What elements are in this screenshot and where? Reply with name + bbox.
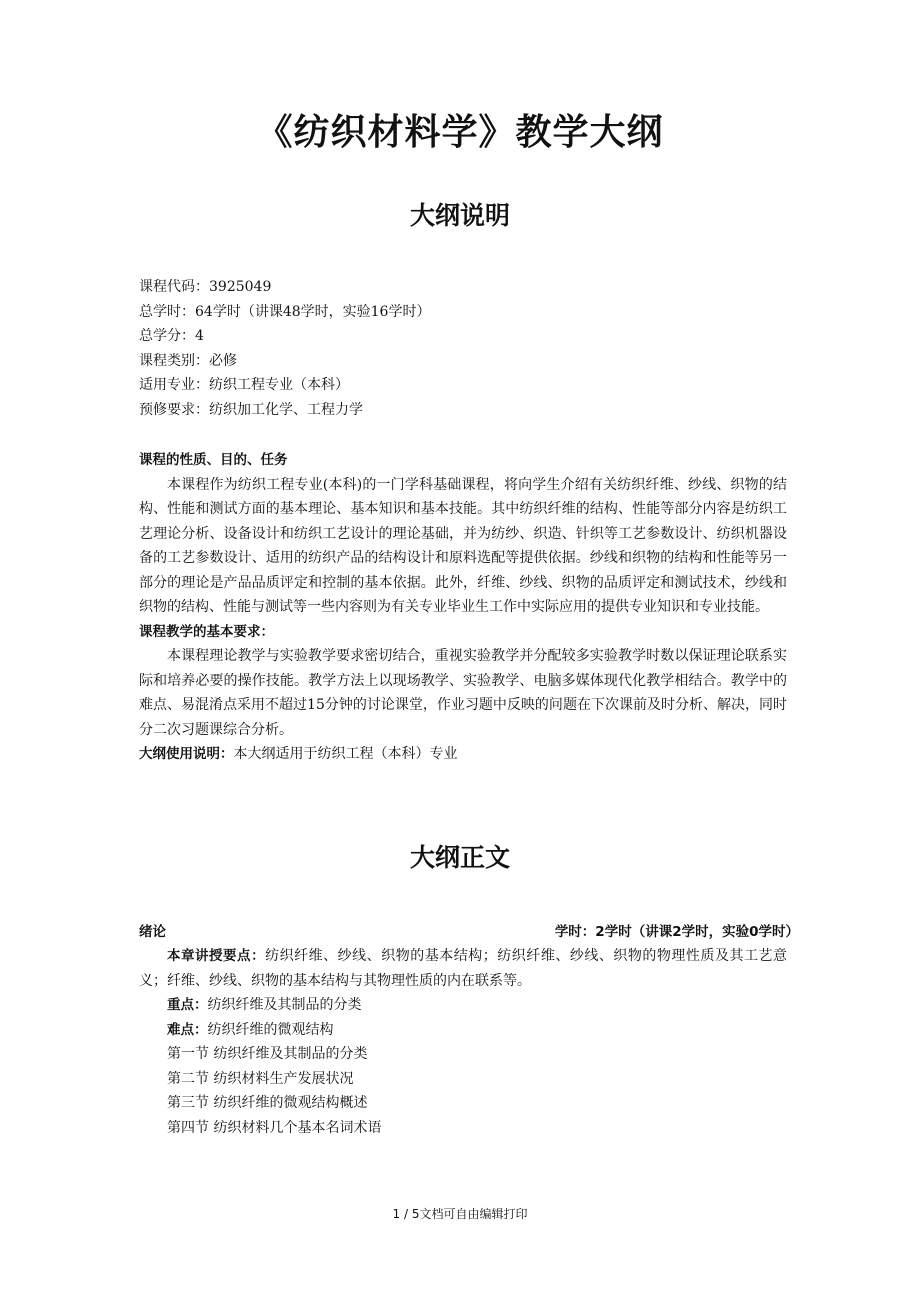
total-credits: 总学分：4 (139, 328, 204, 344)
course-nature-body: 本课程作为纺织工程专业(本科)的一门学科基础课程，将向学生介绍有关纺织纤维、纱线、织物的结构、性能和测试方面的基本理论、基本知识和基本技能。其中纺织纤维的结构、性能等部分内容是纺织工艺理论分析、设备设计和纺织工艺设计的理论基础，并为纺纱、织造、针织等工艺参数设计、纺织机器设备的工艺参数设计、适用的纺织产品的结构设计和原料选配等提供依据。纱线和织物的结构和性能等另一部分的理论是产品品质评定和控制的基本依据。此外，纤维、纱线、织物的品质评定和测试技术，纱线和织物的结构、性能与测试等一些内容则为有关专业毕业生工作中实际应用的提供专业知识和专业技能。 (139, 476, 787, 615)
requirements-body: 本课程理论教学与实验教学要求密切结合，重视实验教学并分配较多实验教学时数以保证理论联系实际和培养必要的操作技能。教学方法上以现场教学、实验教学、电脑多媒体现代化教学相结合。教学中的难点、易混淆点采用不超过15分钟的讨论课堂，作业习题中反映的问题在下次课前及时分析、解决，同时分二次习题课综合分析。 (139, 648, 787, 738)
chapter-content (139, 944, 787, 1140)
total-hours: 总学时：64学时（讲课48学时，实验16学时） (139, 303, 431, 320)
section-item: 第一节 纺织纤维及其制品的分类 (167, 1046, 368, 1062)
applicable-major: 适用专业：纺织工程专业（本科） (139, 377, 349, 393)
section-item: 第四节 纺织材料几个基本名词术语 (167, 1119, 382, 1136)
focus-text: 纺织纤维及其制品的分类 (207, 997, 362, 1013)
course-info (139, 275, 430, 422)
difficulty (139, 1018, 787, 1043)
prerequisites: 预修要求：纺织加工化学、工程力学 (139, 401, 363, 418)
section-item: 第二节 纺织材料生产发展状况 (167, 1070, 354, 1087)
course-nature-heading: 课程的性质、目的、任务 (139, 452, 288, 468)
usage-label: 大纲使用说明： (139, 746, 234, 762)
course-nature-section (139, 448, 787, 767)
requirements-heading: 课程教学的基本要求： (139, 623, 274, 640)
key-points-text: 纺织纤维、纱线、织物的基本结构；纺织纤维、纱线、织物的物理性质及其工艺意义；纤维、纱线、织物的基本结构与其物理性质的内在联系等。 (139, 948, 788, 989)
usage-text: 本大纲适用于纺织工程（本科）专业 (233, 746, 458, 762)
chapter-hours: 学时：2学时（讲课2学时，实验0学时） (554, 924, 799, 940)
key-points (139, 944, 787, 993)
document-title: 《纺织材料学》教学大纲 (256, 112, 664, 153)
focus-label: 重点： (167, 997, 208, 1013)
course-category: 课程类别：必修 (139, 352, 237, 369)
section-title-outline-body: 大纲正文 (409, 843, 510, 872)
key-points-label: 本章讲授要点： (167, 948, 266, 964)
usage-note (139, 742, 787, 767)
difficulty-label: 难点： (167, 1021, 208, 1038)
focus (139, 993, 787, 1018)
course-code: 课程代码：3925049 (139, 279, 272, 295)
page-footer: 1 / 5文档可自由编辑打印 (392, 1207, 528, 1221)
chapter-title: 绪论 (139, 924, 166, 940)
section-item: 第三节 纺织纤维的微观结构概述 (167, 1095, 368, 1111)
section-title-outline-notes: 大纲说明 (409, 201, 510, 230)
difficulty-text: 纺织纤维的微观结构 (207, 1021, 334, 1038)
